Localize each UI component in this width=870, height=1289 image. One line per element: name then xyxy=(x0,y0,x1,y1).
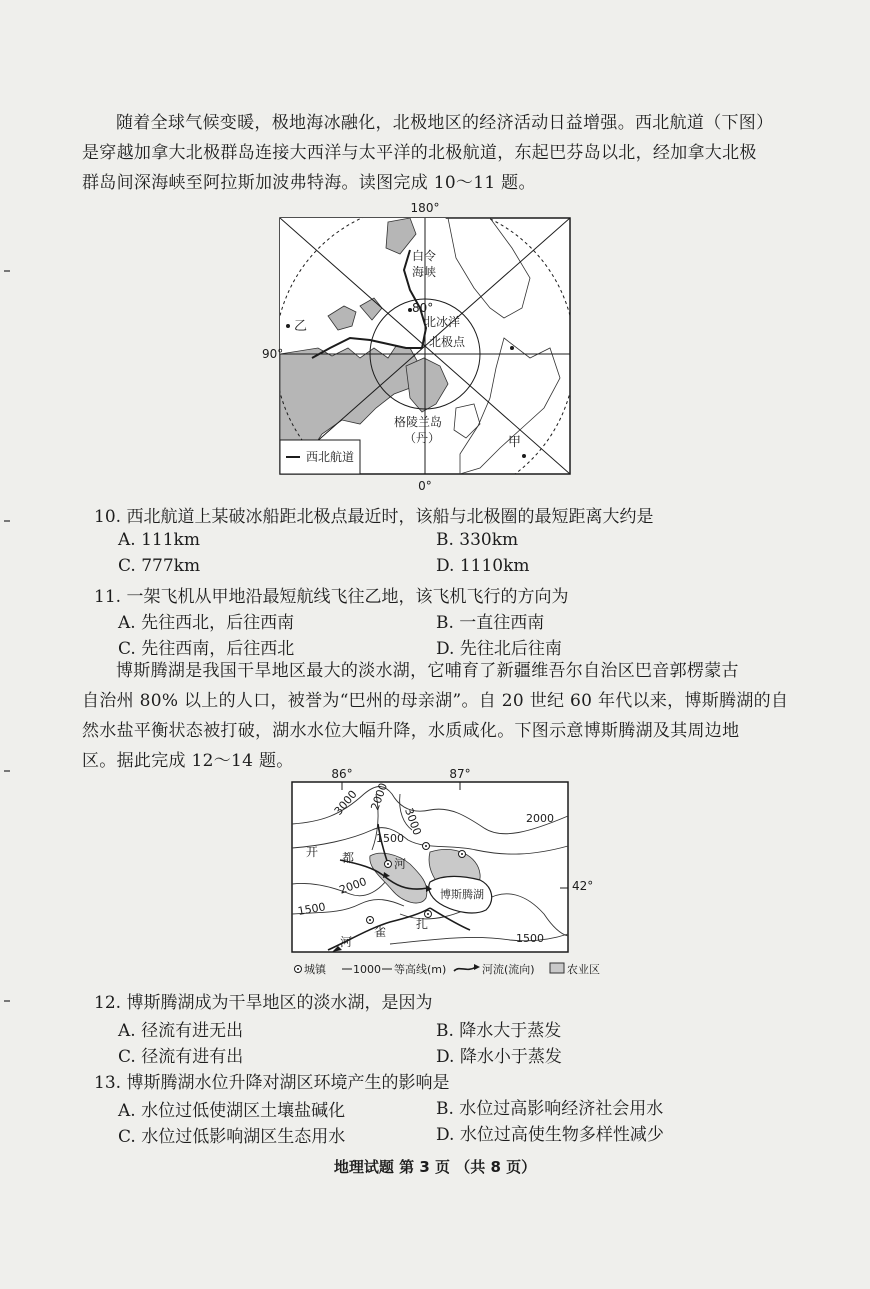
latitude-42-label: 42° xyxy=(572,879,594,893)
question-10-stem: 10. 西北航道上某破冰船距北极点最近时，该船与北极圈的最短距离大约是 xyxy=(94,507,654,527)
contour-label: 1500 xyxy=(516,932,544,945)
question-13-option-c[interactable]: C. 水位过低影响湖区生态用水 xyxy=(118,1127,346,1147)
margin-mark xyxy=(4,270,10,272)
label-80: 80° xyxy=(412,301,434,315)
map-legend xyxy=(295,962,601,976)
text-line: 然水盐平衡状态被打破，湖水水位大幅升降，水质咸化。下图示意博斯腾湖及其周边地 xyxy=(82,721,740,741)
arctic-ocean-label: 北冰洋 xyxy=(423,315,461,329)
kongque-river-label: 雀 xyxy=(374,925,387,939)
legend-farm-label: 农业区 xyxy=(567,963,600,976)
margin-mark xyxy=(4,1000,10,1002)
point-jia xyxy=(522,454,526,458)
margin-mark xyxy=(4,770,10,772)
point-yi xyxy=(286,324,290,328)
question-12-option-c[interactable]: C. 径流有进有出 xyxy=(118,1047,244,1067)
question-13-option-d[interactable]: D. 水位过高使生物多样性减少 xyxy=(436,1125,664,1145)
legend-river-label: 河流(流向) xyxy=(482,963,535,976)
river-label: 扎 xyxy=(416,917,429,931)
legend-town-label: 城镇 xyxy=(304,963,326,976)
longitude-87-label: 87° xyxy=(449,767,471,781)
label-180: 180° xyxy=(410,201,440,215)
greenland-label: （丹） xyxy=(404,431,441,445)
location-jia-label: 甲 xyxy=(508,435,522,450)
kaidu-river-label: 开 xyxy=(306,845,319,859)
text-line: 是穿越加拿大北极群岛连接大西洋与太平洋的北极航道，东起巴芬岛以北，经加拿大北极 xyxy=(82,143,757,163)
question-10-option-a[interactable]: A. 111km xyxy=(118,530,200,550)
question-11-option-a[interactable]: A. 先往西北，后往西南 xyxy=(118,613,295,633)
question-12-stem: 12. 博斯腾湖成为干旱地区的淡水湖，是因为 xyxy=(94,993,433,1013)
contour-label: 2000 xyxy=(526,812,554,825)
text-line: 群岛间深海峡至阿拉斯加波弗特海。读图完成 10～11 题。 xyxy=(82,173,536,193)
question-10-option-d[interactable]: D. 1110km xyxy=(436,556,530,576)
question-11-option-d[interactable]: D. 先往北后往南 xyxy=(436,639,562,659)
intro-paragraph-bosten xyxy=(82,656,832,776)
bosten-lake-map xyxy=(280,764,640,980)
legend-contour-value: 1000 xyxy=(353,963,381,976)
bering-strait-label: 白令 xyxy=(411,249,437,263)
question-11-option-c[interactable]: C. 先往西南，后往西北 xyxy=(118,639,295,659)
arctic-map xyxy=(260,198,590,498)
question-13-stem: 13. 博斯腾湖水位升降对湖区环境产生的影响是 xyxy=(94,1073,450,1093)
page-footer: 地理试题 第 3 页 （共 8 页） xyxy=(333,1158,537,1176)
text-line: 随着全球气候变暖，极地海冰融化，北极地区的经济活动日益增强。西北航道（下图） xyxy=(116,113,774,133)
label-90: 90° xyxy=(262,347,284,361)
kongque-river-label: 河 xyxy=(340,935,353,949)
contour-label: 3000 xyxy=(402,806,424,837)
contour-label: 1500 xyxy=(296,900,327,918)
text-line: 自治州 80% 以上的人口，被誉为“巴州的母亲湖”。自 20 世纪 60 年代以来，博斯腾湖的自 xyxy=(82,691,789,711)
contour-label: 2000 xyxy=(337,874,369,897)
text-line: 博斯腾湖是我国干旱地区最大的淡水湖，它哺育了新疆维吾尔自治区巴音郭楞蒙古 xyxy=(116,661,739,681)
legend-contour-label: 等高线(m) xyxy=(394,963,447,976)
kaidu-river-label: 都 xyxy=(342,851,355,865)
bering-strait-label: 海峡 xyxy=(411,265,437,279)
contour-label: 2000 xyxy=(368,781,391,813)
question-10-option-c[interactable]: C. 777km xyxy=(118,556,201,576)
greenland-label: 格陵兰岛 xyxy=(394,415,443,429)
map-dot xyxy=(510,346,514,350)
contour-label: 3000 xyxy=(331,787,360,818)
margin-mark xyxy=(4,520,10,522)
label-0: 0° xyxy=(418,479,432,493)
kaidu-river-label: 河 xyxy=(394,857,407,871)
text-line: 区。据此完成 12～14 题。 xyxy=(82,751,294,771)
intro-paragraph-arctic xyxy=(82,108,832,198)
question-12-option-b[interactable]: B. 降水大于蒸发 xyxy=(436,1021,562,1041)
question-12-option-d[interactable]: D. 降水小于蒸发 xyxy=(436,1047,562,1067)
north-pole-label: 北极点 xyxy=(428,335,466,349)
question-11-stem: 11. 一架飞机从甲地沿最短航线飞往乙地，该飞机飞行的方向为 xyxy=(94,587,569,607)
legend-route-label: 西北航道 xyxy=(306,450,355,464)
question-11-option-b[interactable]: B. 一直往西南 xyxy=(436,613,545,633)
longitude-86-label: 86° xyxy=(331,767,353,781)
location-yi-label: 乙 xyxy=(294,319,308,334)
question-12-option-a[interactable]: A. 径流有进无出 xyxy=(118,1021,244,1041)
question-10-option-b[interactable]: B. 330km xyxy=(436,530,519,550)
question-13-option-a[interactable]: A. 水位过低使湖区土壤盐碱化 xyxy=(118,1101,346,1121)
bosten-lake-label: 博斯腾湖 xyxy=(440,888,484,901)
contour-label: 1500 xyxy=(376,832,404,845)
question-13-option-b[interactable]: B. 水位过高影响经济社会用水 xyxy=(436,1099,664,1119)
